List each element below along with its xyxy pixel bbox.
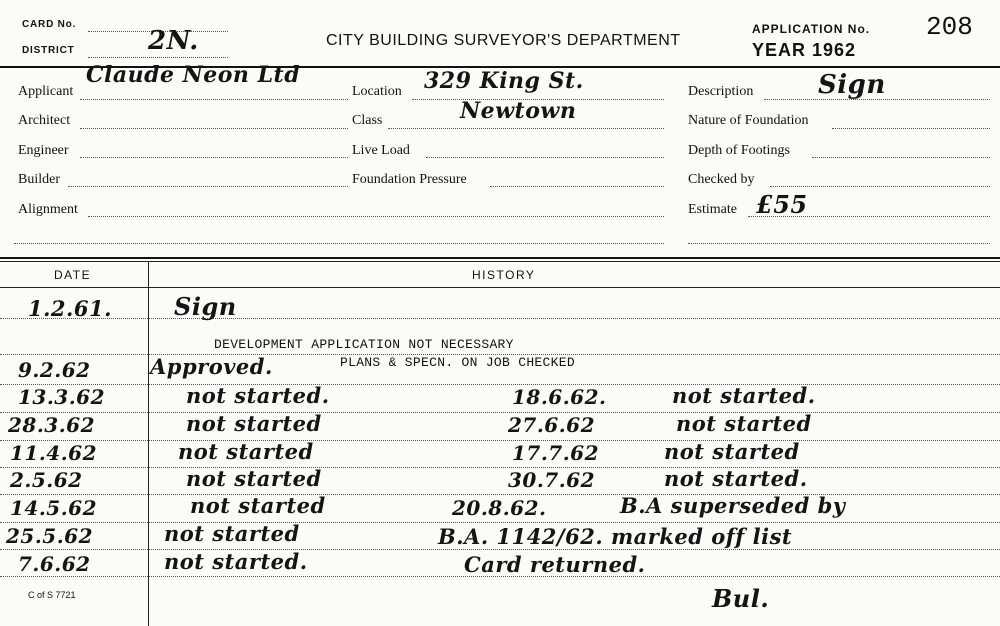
estimate-label: Estimate bbox=[688, 202, 737, 217]
checked-by-line bbox=[770, 186, 990, 187]
district-label: DISTRICT bbox=[22, 45, 75, 56]
history-entry: not started. bbox=[672, 383, 816, 408]
history-entry: B.A superseded by bbox=[620, 493, 846, 518]
history-entry: not started. bbox=[664, 466, 808, 491]
history-rule bbox=[0, 494, 1000, 495]
history-entry: not started bbox=[178, 439, 314, 464]
application-no-label: APPLICATION No. bbox=[752, 22, 871, 36]
date-column-divider bbox=[148, 262, 149, 626]
blank-line bbox=[14, 243, 664, 244]
live-load-label: Live Load bbox=[352, 143, 410, 158]
architect-label: Architect bbox=[18, 113, 71, 128]
history-entry: not started bbox=[676, 411, 812, 436]
officer-initials: Bul. bbox=[712, 584, 770, 613]
history-date: 7.6.62 bbox=[18, 552, 91, 576]
depth-of-footings-line bbox=[812, 157, 990, 158]
description-value: Sign bbox=[818, 70, 886, 100]
history-date: 11.4.62 bbox=[10, 441, 98, 465]
history-top-rule bbox=[0, 257, 1000, 259]
card-no-label: CARD No. bbox=[22, 19, 77, 30]
history-entry: not started bbox=[186, 411, 322, 436]
alignment-line bbox=[88, 216, 664, 217]
foundation-pressure-label: Foundation Pressure bbox=[352, 172, 467, 187]
class-label: Class bbox=[352, 113, 383, 128]
date-column-header: DATE bbox=[54, 268, 92, 282]
history-rule bbox=[0, 549, 1000, 550]
history-date: 17.7.62 bbox=[512, 441, 600, 465]
history-date: 2.5.62 bbox=[10, 468, 83, 492]
nature-of-foundation-label: Nature of Foundation bbox=[688, 113, 809, 128]
history-column-header: HISTORY bbox=[472, 268, 536, 282]
history-note: B.A. 1142/62. marked off list bbox=[438, 524, 793, 549]
applicant-label: Applicant bbox=[18, 84, 74, 99]
history-rule bbox=[0, 522, 1000, 523]
history-entry: Approved. bbox=[150, 354, 273, 379]
class-line bbox=[388, 128, 664, 129]
builder-line bbox=[68, 186, 348, 187]
nature-of-foundation-line bbox=[832, 128, 990, 129]
history-date: 20.8.62. bbox=[452, 496, 547, 520]
history-date: 13.3.62 bbox=[18, 385, 106, 409]
history-entry: not started bbox=[164, 521, 300, 546]
history-rule bbox=[0, 412, 1000, 413]
history-date: 18.6.62. bbox=[512, 385, 607, 409]
history-header-rule bbox=[0, 287, 1000, 288]
department-title: CITY BUILDING SURVEYOR'S DEPARTMENT bbox=[326, 32, 681, 49]
history-date: 14.5.62 bbox=[10, 496, 98, 520]
live-load-line bbox=[426, 157, 664, 158]
history-entry: Sign bbox=[174, 292, 237, 321]
history-date: 1.2.61. bbox=[28, 296, 112, 321]
location-value-suburb: Newtown bbox=[460, 98, 577, 124]
applicant-line bbox=[80, 99, 348, 100]
engineer-label: Engineer bbox=[18, 143, 69, 158]
history-entry: not started. bbox=[164, 549, 308, 574]
history-rule bbox=[0, 440, 1000, 441]
architect-line bbox=[80, 128, 348, 129]
estimate-value: £55 bbox=[756, 190, 808, 219]
engineer-line bbox=[80, 157, 348, 158]
history-entry: not started bbox=[664, 439, 800, 464]
location-value-street: 329 King St. bbox=[424, 68, 584, 94]
blank-line-right bbox=[688, 243, 990, 244]
alignment-label: Alignment bbox=[18, 202, 78, 217]
applicant-value: Claude Neon Ltd bbox=[86, 62, 301, 88]
history-entry: not started. bbox=[186, 383, 330, 408]
history-rule bbox=[0, 318, 1000, 319]
history-date: 28.3.62 bbox=[8, 413, 96, 437]
history-date: 25.5.62 bbox=[6, 524, 94, 548]
history-rule bbox=[0, 384, 1000, 385]
history-entry: not started bbox=[190, 493, 326, 518]
history-date: 9.2.62 bbox=[18, 358, 91, 382]
depth-of-footings-label: Depth of Footings bbox=[688, 143, 790, 158]
location-label: Location bbox=[352, 84, 402, 99]
form-code: C of S 7721 bbox=[28, 590, 76, 600]
stamp-development-application: DEVELOPMENT APPLICATION NOT NECESSARY bbox=[214, 337, 514, 352]
stamp-plans-checked: PLANS & SPECN. ON JOB CHECKED bbox=[340, 355, 575, 370]
history-note: Card returned. bbox=[464, 552, 646, 577]
year-label: YEAR 1962 bbox=[752, 40, 857, 60]
history-entry: not started bbox=[186, 466, 322, 491]
district-line bbox=[88, 57, 228, 58]
district-value: 2N. bbox=[148, 26, 199, 56]
checked-by-label: Checked by bbox=[688, 172, 755, 187]
history-rule bbox=[0, 467, 1000, 468]
application-no-value: 208 bbox=[926, 12, 973, 42]
history-top-rule-inner bbox=[0, 261, 1000, 262]
foundation-pressure-line bbox=[490, 186, 664, 187]
history-date: 30.7.62 bbox=[508, 468, 596, 492]
description-label: Description bbox=[688, 84, 754, 99]
builder-label: Builder bbox=[18, 172, 60, 187]
history-date: 27.6.62 bbox=[508, 413, 596, 437]
